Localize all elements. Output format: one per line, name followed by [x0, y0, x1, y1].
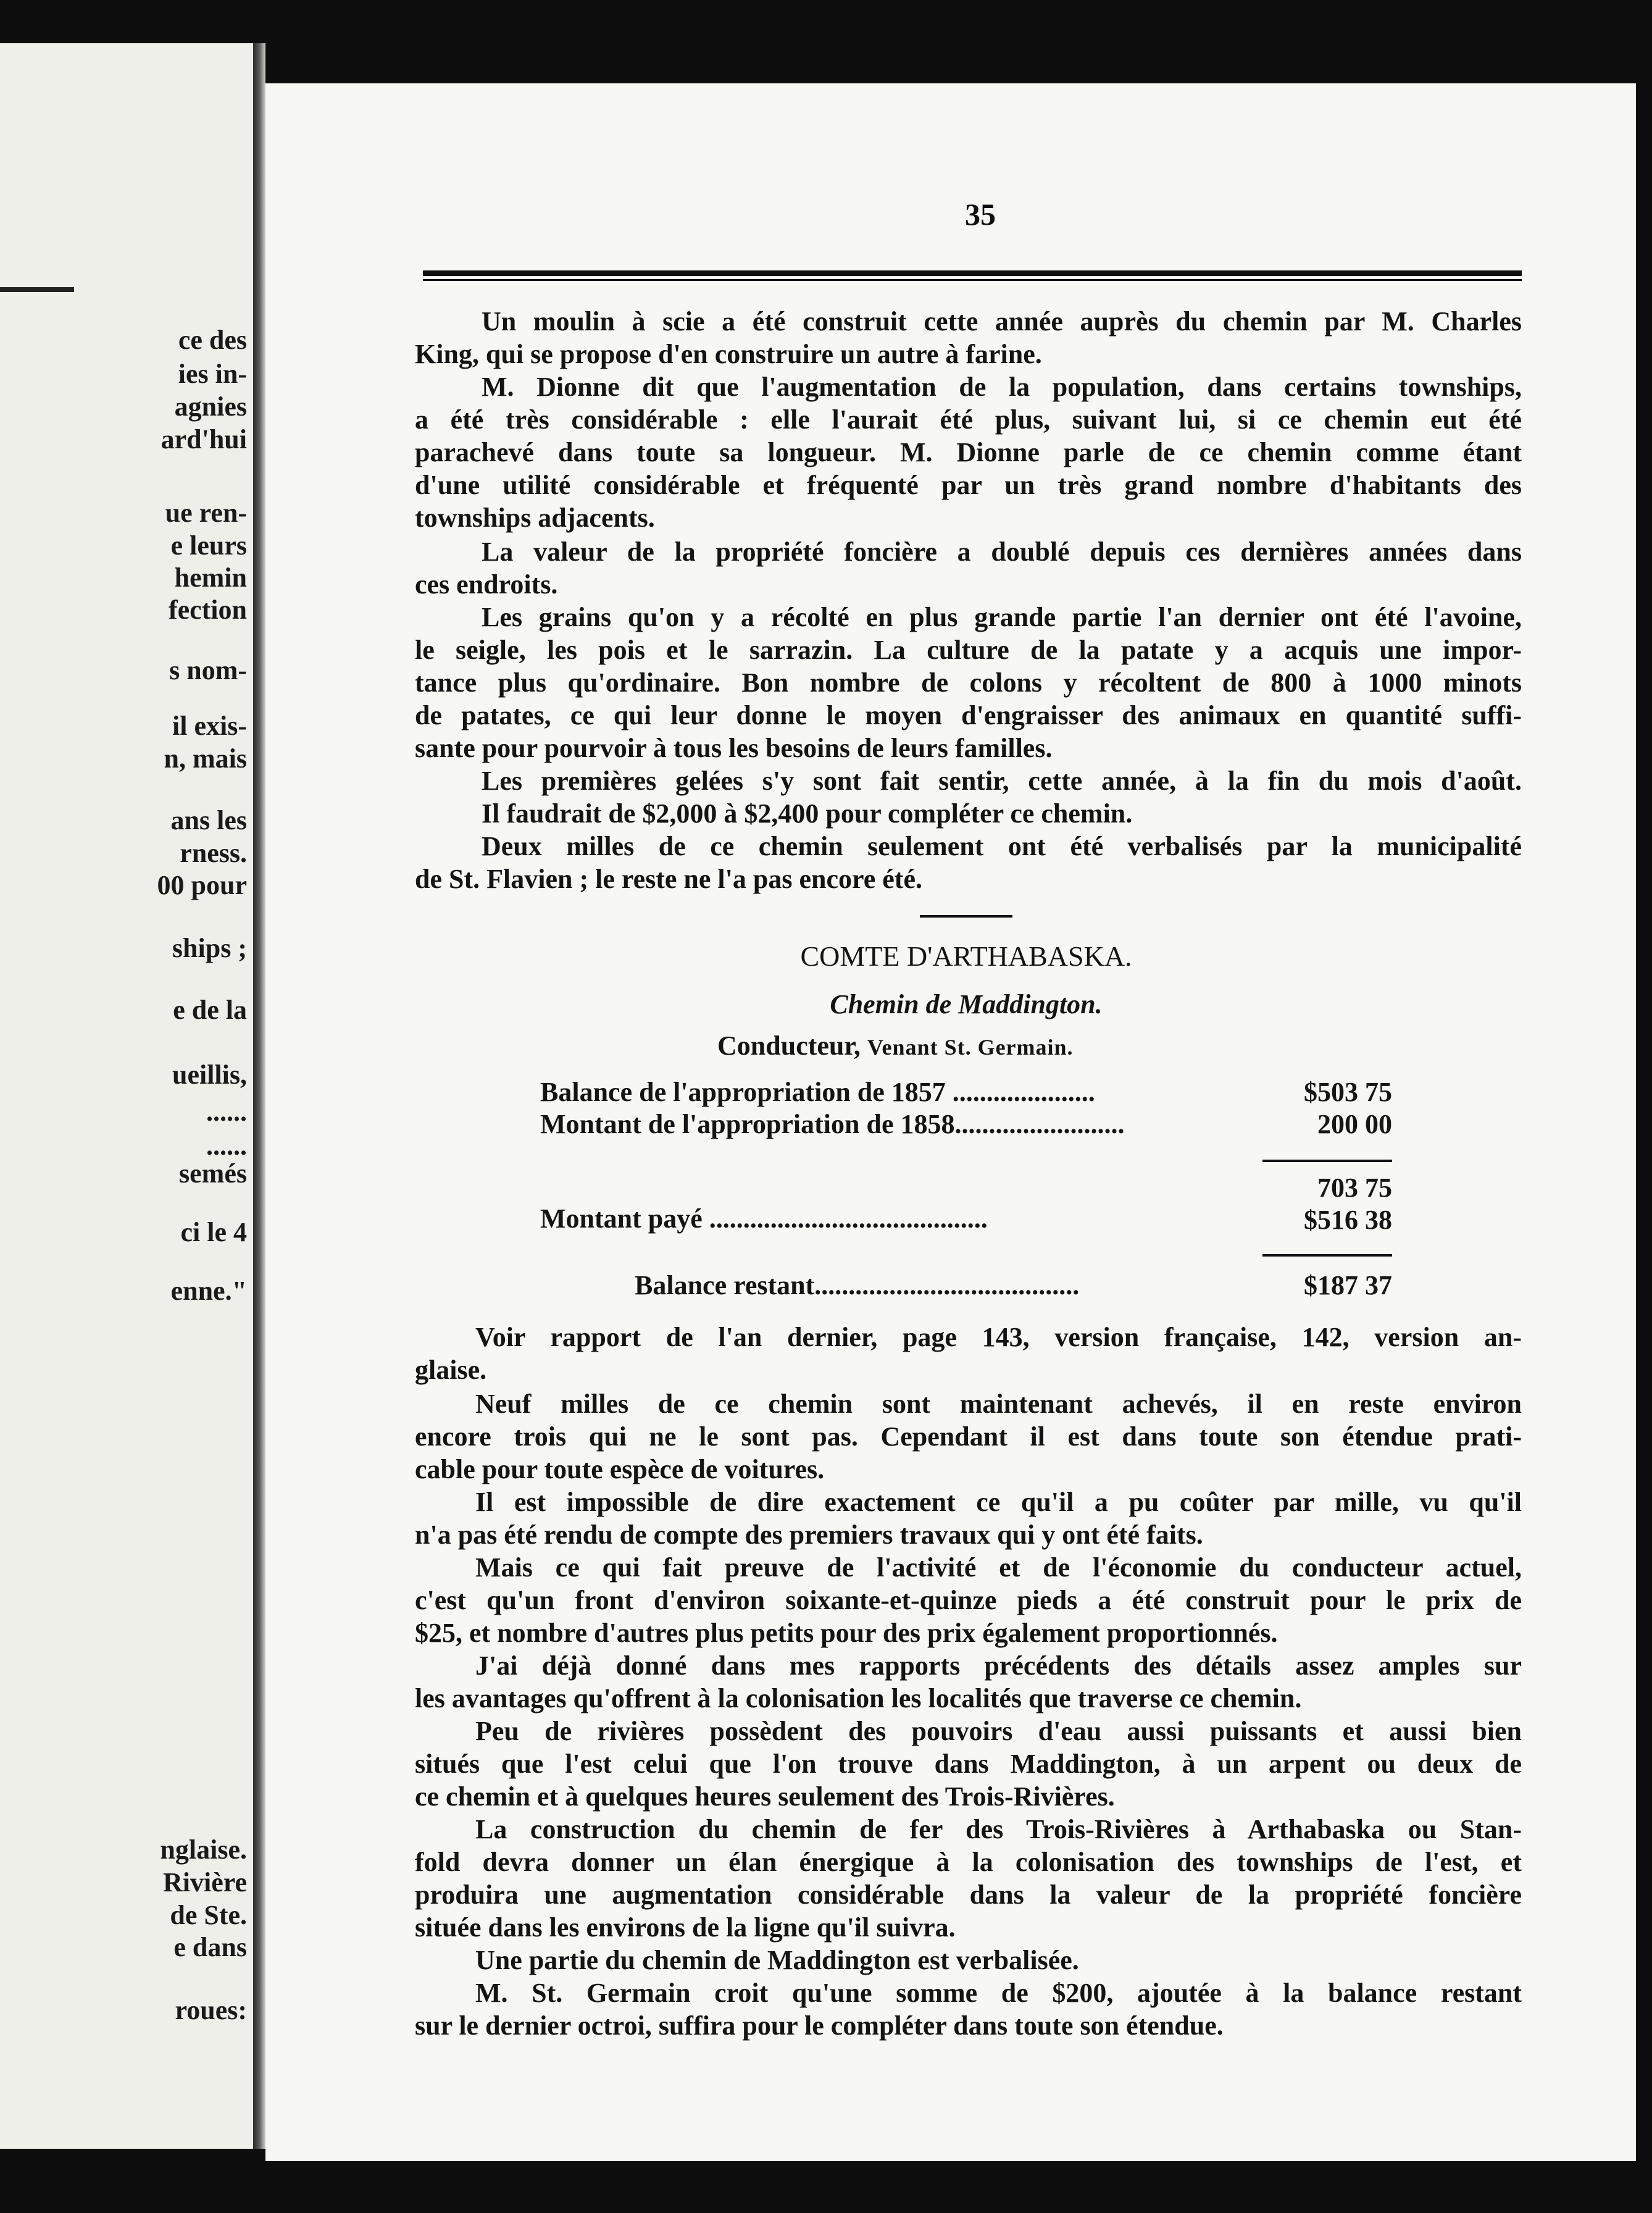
text-line: de patates, ce qui leur donne le moyen d'engraisser des animaux en quantité suffi- — [415, 700, 1522, 730]
conductor-line — [717, 1031, 1074, 1062]
balance-label: Balance restant....................................... — [635, 1270, 1080, 1300]
paid-amount: $516 38 — [1304, 1205, 1392, 1235]
text-line: ces endroits. — [415, 569, 558, 600]
left-fragment: e dans — [173, 1932, 247, 1962]
balance-amount: $187 37 — [1304, 1270, 1392, 1300]
left-fragment: roues: — [175, 1995, 247, 2025]
text-line: Un moulin à scie a été construit cette année auprès du chemin par M. Charles — [482, 306, 1522, 337]
text-line: situés que l'est celui que l'on trouve dans Maddington, à un arpent ou deux de — [415, 1749, 1522, 1779]
text-line: La construction du chemin de fer des Trois-Rivières à Arthabaska ou Stan- — [475, 1814, 1522, 1844]
left-fragment: ...... — [206, 1131, 247, 1161]
text-line: c'est qu'un front d'environ soixante-et-quinze pieds a été construit pour le prix de — [415, 1585, 1522, 1615]
text-line: Les premières gelées s'y sont fait sentir, cette année, à la fin du mois d'août. — [482, 766, 1522, 796]
left-fragment: nglaise. — [160, 1834, 247, 1865]
text-line: sur le dernier octroi, suffira pour le compléter dans toute son étendue. — [415, 2010, 1224, 2041]
text-line: d'une utilité considérable et fréquenté par un très grand nombre d'habitants des — [415, 470, 1522, 500]
page-number: 35 — [965, 197, 996, 232]
text-line: glaise. — [415, 1355, 487, 1385]
subtotal-amount: 703 75 — [1317, 1173, 1392, 1203]
text-line: Les grains qu'on y a récolté en plus grande partie l'an dernier ont été l'avoine, — [482, 602, 1522, 632]
text-line: M. Dionne dit que l'augmentation de la population, dans certains townships, — [482, 372, 1522, 402]
text-line: a été très considérable : elle l'aurait été plus, suivant lui, si ce chemin eut été — [415, 404, 1522, 435]
left-fragment: ci le 4 — [180, 1217, 247, 1247]
left-fragment: Rivière — [162, 1867, 247, 1897]
text-line: Mais ce qui fait preuve de l'activité et de l'économie du conducteur actuel, — [475, 1552, 1522, 1583]
sum-rule — [1262, 1160, 1392, 1162]
text-line: Il est impossible de dire exactement ce qu'il a pu coûter par mille, vu qu'il — [475, 1487, 1522, 1517]
left-fragment: ...... — [206, 1097, 247, 1127]
left-fragment: n, mais — [164, 743, 247, 774]
left-fragment: hemin — [174, 563, 247, 593]
text-line: J'ai déjà donné dans mes rapports précédents des détails assez amples sur — [475, 1650, 1522, 1681]
text-line: $25, et nombre d'autres plus petits pour des prix également proportionnés. — [415, 1618, 1278, 1648]
text-line: sante pour pourvoir à tous les besoins de leurs familles. — [415, 733, 1053, 763]
text-line: parachevé dans toute sa longueur. M. Dionne parle de ce chemin comme étant — [415, 437, 1522, 467]
conductor-name: Venant St. Germain. — [867, 1035, 1074, 1060]
account-row-label: Balance de l'appropriation de 1857 ..................... — [540, 1077, 1095, 1107]
header-rule — [423, 270, 1522, 276]
text-line: n'a pas été rendu de compte des premiers travaux qui y ont été faits. — [415, 1520, 1203, 1550]
left-fragment: ce des — [178, 325, 247, 355]
text-line: Deux milles de ce chemin seulement ont été verbalisés par la municipalité — [482, 831, 1522, 861]
text-line: Neuf milles de ce chemin sont maintenant achevés, il en reste environ — [475, 1389, 1522, 1419]
section-rule — [920, 915, 1012, 918]
text-line: M. St. Germain croit qu'une somme de $200, ajoutée à la balance restant — [475, 1978, 1522, 2008]
paid-label: Montant payé ......................................... — [540, 1203, 988, 1234]
account-row-amount: 200 00 — [1317, 1109, 1392, 1139]
section-title: COMTE D'ARTHABASKA. — [800, 940, 1132, 972]
text-line: tance plus qu'ordinaire. Bon nombre de colons y récoltent de 800 à 1000 minots — [415, 667, 1522, 698]
left-fragment: enne." — [170, 1276, 247, 1306]
book-gutter — [253, 43, 265, 2149]
text-line: produira une augmentation considérable dans la valeur de la propriété foncière — [415, 1880, 1522, 1910]
account-row-amount: $503 75 — [1304, 1077, 1392, 1107]
left-fragment: ships ; — [172, 933, 247, 963]
text-line: encore trois qui ne le sont pas. Cependant il est dans toute son étendue prati- — [415, 1421, 1522, 1452]
left-fragment: ard'hui — [161, 424, 247, 454]
left-fragment: fection — [168, 595, 247, 625]
sum-rule — [1262, 1254, 1392, 1257]
text-line: les avantages qu'offrent à la colonisation les localités que traverse ce chemin. — [415, 1683, 1302, 1713]
account-row-label: Montant de l'appropriation de 1858......................... — [540, 1109, 1125, 1139]
text-line: fold devra donner un élan énergique à la colonisation des townships de l'est, et — [415, 1847, 1522, 1877]
left-facing-page — [0, 43, 253, 2149]
text-line: cable pour toute espèce de voitures. — [415, 1454, 825, 1484]
left-fragment: agnies — [174, 391, 247, 422]
left-fragment: e leurs — [170, 530, 247, 561]
left-fragment: ueillis, — [172, 1060, 247, 1090]
text-line: Il faudrait de $2,000 à $2,400 pour compléter ce chemin. — [482, 798, 1133, 829]
text-line: de St. Flavien ; le reste ne l'a pas encore été. — [415, 864, 922, 894]
left-fragment: semés — [179, 1158, 247, 1189]
left-fragment: ue ren- — [165, 498, 247, 528]
text-line: Peu de rivières possèdent des pouvoirs d'eau aussi puissants et aussi bien — [475, 1716, 1522, 1746]
left-fragment: ans les — [170, 805, 247, 835]
left-fragment: s nom- — [169, 655, 247, 685]
left-fragment: ies in- — [178, 359, 247, 389]
left-fragment: rness. — [180, 838, 247, 868]
header-rule-thin — [423, 279, 1522, 281]
left-fragment: de Ste. — [170, 1900, 247, 1930]
left-fragment: e de la — [173, 995, 247, 1025]
text-line: La valeur de la propriété foncière a doublé depuis ces dernières années dans — [482, 537, 1522, 567]
text-line: ce chemin et à quelques heures seulement des Trois-Rivières. — [415, 1781, 1115, 1812]
text-line: située dans les environs de la ligne qu'il suivra. — [415, 1912, 956, 1943]
left-fragment: il exis- — [172, 711, 247, 741]
text-line: Une partie du chemin de Maddington est verbalisée. — [475, 1945, 1079, 1975]
section-subtitle: Chemin de Maddington. — [830, 989, 1103, 1019]
left-page-rule — [0, 287, 74, 292]
text-line: le seigle, les pois et le sarrazin. La culture de la patate y a acquis une impor- — [415, 635, 1522, 665]
conductor-label: Conducteur, — [717, 1031, 861, 1061]
text-line: townships adjacents. — [415, 503, 655, 533]
text-line: Voir rapport de l'an dernier, page 143, version française, 142, version an- — [475, 1322, 1522, 1352]
left-fragment: 00 pour — [157, 870, 247, 900]
text-line: King, qui se propose d'en construire un autre à farine. — [415, 339, 1042, 369]
